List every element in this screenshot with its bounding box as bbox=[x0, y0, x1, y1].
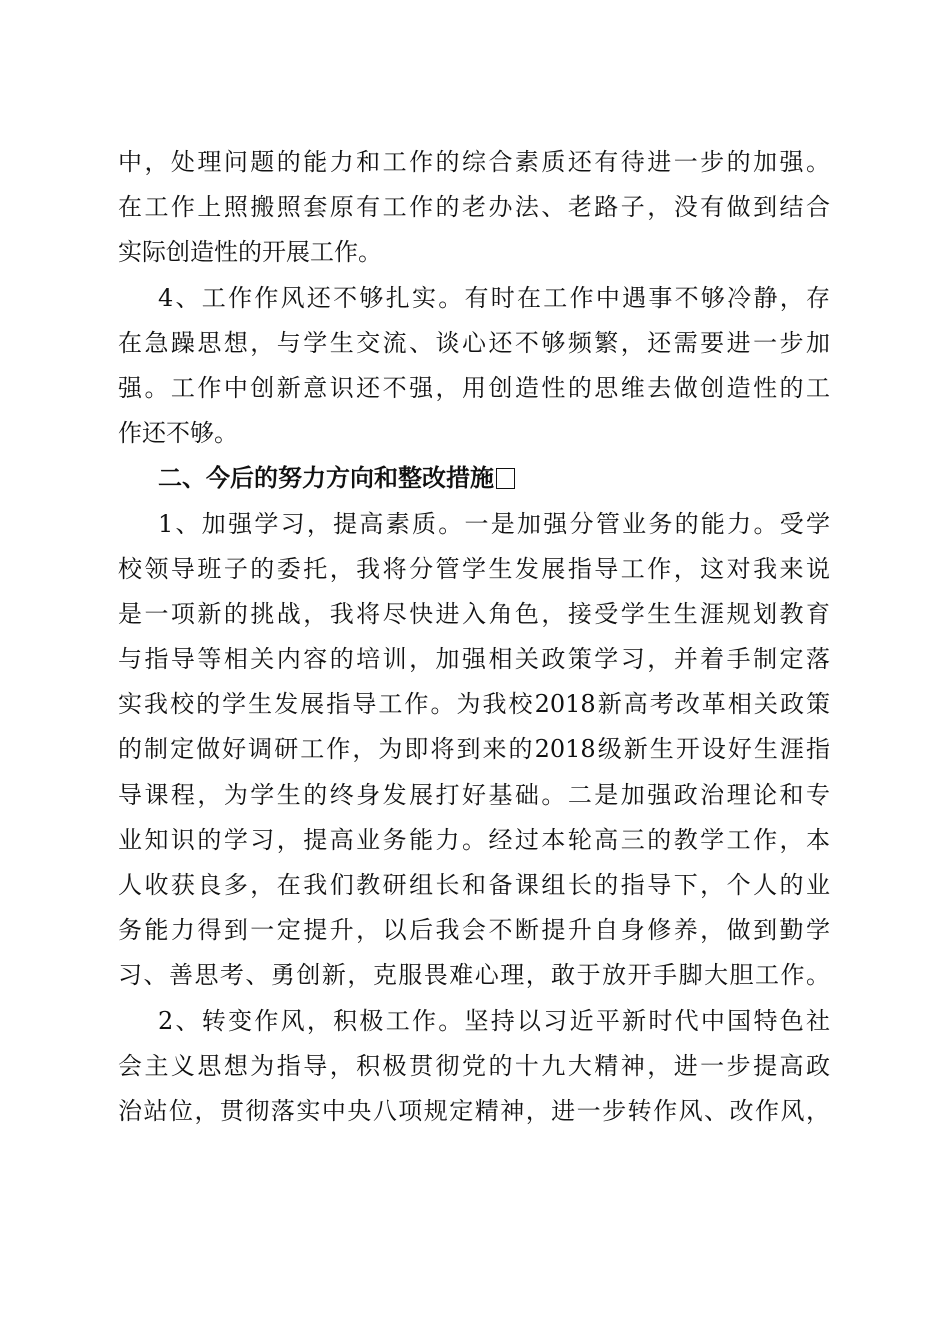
text-line: 校领导班子的委托，我将分管学生发展指导工作，这对我来说 bbox=[118, 554, 830, 583]
text-line: 1、加强学习，提高素质。一是加强分管业务的能力。受学 bbox=[158, 509, 830, 538]
missing-glyph-box-icon bbox=[496, 468, 515, 489]
section-heading-line bbox=[118, 456, 830, 501]
text-line: 在急躁思想，与学生交流、谈心还不够频繁，还需要进一步加 bbox=[118, 328, 830, 357]
text-line: 实我校的学生发展指导工作。为我校2018新高考改革相关政策 bbox=[118, 690, 830, 719]
text-line: 是一项新的挑战，我将尽快进入角色，接受学生生涯规划教育 bbox=[118, 599, 830, 628]
text-line: 导课程，为学生的终身发展打好基础。二是加强政治理论和专 bbox=[118, 780, 830, 809]
text-line: 强。工作中创新意识还不强，用创造性的思维去做创造性的工 bbox=[118, 373, 830, 402]
section-heading: 二、今后的努力方向和整改措施 bbox=[158, 464, 494, 493]
text-line: 习、善思考、勇创新，克服畏难心理，敢于放开手脚大胆工作。 bbox=[118, 961, 830, 990]
text-line: 人收获良多，在我们教研组长和备课组长的指导下，个人的业 bbox=[118, 871, 830, 899]
text-line: 业知识的学习，提高业务能力。经过本轮高三的教学工作，本 bbox=[118, 825, 830, 854]
text-line: 的制定做好调研工作，为即将到来的2018级新生开设好生涯指 bbox=[118, 735, 830, 764]
text-line: 实际创造性的开展工作。 bbox=[118, 238, 382, 267]
text-line: 会主义思想为指导，积极贯彻党的十九大精神，进一步提高政 bbox=[118, 1051, 830, 1080]
text-line: 与指导等相关内容的培训，加强相关政策学习，并着手制定落 bbox=[118, 645, 830, 674]
text-line: 中，处理问题的能力和工作的综合素质还有待进一步的加强。 bbox=[118, 148, 830, 176]
text-line: 治站位，贯彻落实中央八项规定精神，进一步转作风、改作风， bbox=[118, 1096, 830, 1125]
body-text bbox=[118, 140, 830, 1134]
text-line: 务能力得到一定提升，以后我会不断提升自身修养，做到勤学 bbox=[118, 916, 830, 945]
text-line: 作还不够。 bbox=[118, 419, 238, 448]
text-line: 2、转变作风，积极工作。坚持以习近平新时代中国特色社 bbox=[158, 1006, 830, 1035]
text-line: 在工作上照搬照套原有工作的老办法、老路子，没有做到结合 bbox=[118, 193, 830, 222]
text-line: 4、工作作风还不够扎实。有时在工作中遇事不够冷静，存 bbox=[158, 283, 830, 312]
